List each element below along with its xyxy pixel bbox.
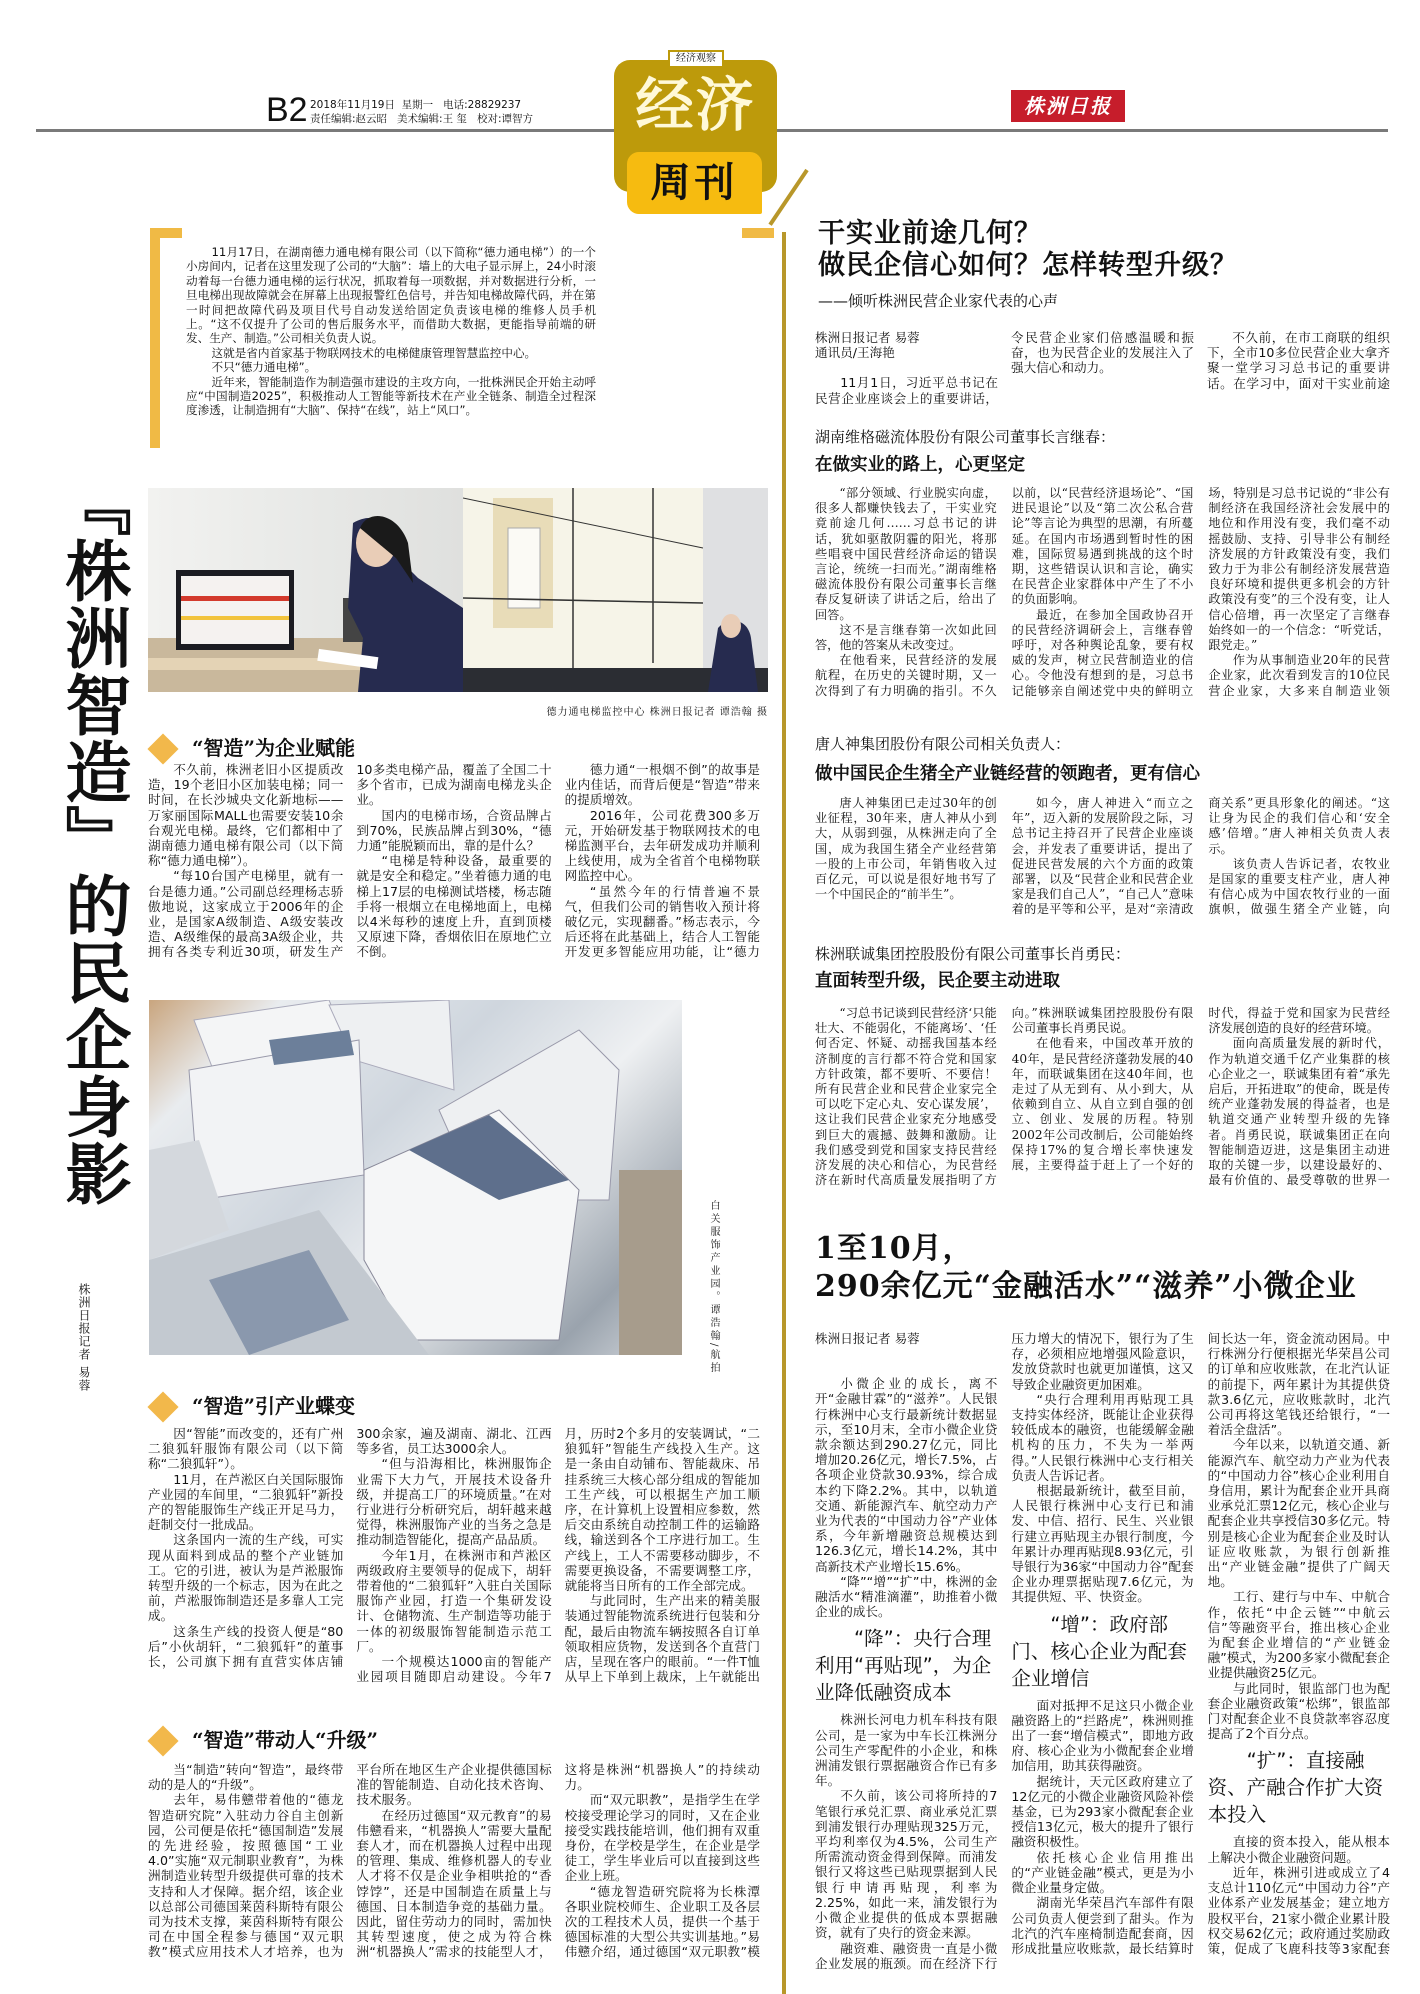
section-body [148, 762, 760, 974]
paragraph: “习总书记谈到民营经济‘只能壮大、不能弱化，不能离场’、‘任何否定、怀疑、动摇我国基本经济制度的言行都不符合党和国家方针政策，都不要听、不要信！所有民营企业和民营企业家完全可以吃下定心丸、安心谋发展’，这让我们民营企业家充分地感受到巨大的震撼、鼓舞和激励。让我们感受到党和国家支持民营经济发展的决心和信心，为民营经济在新时代高质量发展指明了方向。”株洲联诚集团控股股份有限公司董事长肖勇民说。 [815, 1006, 1194, 1188]
intro-bracket-right [742, 228, 774, 238]
feature-vertical-title: 『株洲智造』的民企身影 [54, 470, 131, 1207]
byline: 株洲日报记者 易蓉 [815, 330, 920, 345]
photo2-caption: 白关服饰产业园。谭浩翰/航拍 [708, 1200, 719, 1376]
paragraph: 与此同时，生产出来的精美服装通过智能物流系统进行包装和分配，最后由物流车辆按照各自订单领取相应货物，发送到各个直营门店，呈现在客户的眼前。“一件T恤从早上下单到上裁床，上午就能出 [564, 1593, 760, 1685]
paragraph: 而“双元职教”，是指学生在学校接受理论学习的同时，又在企业接受实践技能培训，他们拥有双重身份，在学校是学生，在企业是学徒工，学生毕业后可以直接到这些企业上班。 [564, 1792, 760, 1884]
paragraph: 这条生产线的投资人便是“80后”小伙胡轩，“二狼狐轩”的董事长，公司旗下拥有直营实体店铺300余家，遍及湖南、湖北、江西等多省，员工达3000余人。 [148, 1426, 552, 1670]
byline: 通讯员/王海艳 [815, 345, 895, 361]
paragraph: 这不是言继春第一次如此回答，他的答案从未改变过。 [815, 622, 997, 653]
finance-subheading: “增”：政府部门、核心企业为配套企业增信 [1011, 1612, 1187, 1690]
paragraph: 因“智能”而改变的，还有广州二狼狐轩服饰有限公司（以下简称“二狼狐轩”）。 [148, 1426, 344, 1472]
paragraph: 今年1月，在株洲市和芦淞区两级政府主要领导的促成下，胡轩带着他的“二狼狐轩”入驻白关国际服饰产业园，打造一个集研发设计、仓储物流、生产制造等功能于一体的初级服饰智能制造示范工厂。 [356, 1547, 552, 1654]
paragraph: 据统计，天元区政府建立了12亿元的小微企业融资风险补偿基金，已为293家小微配套企业授信13亿元，极大的提升了银行融资积极性。 [1011, 1773, 1194, 1850]
finance-byline: 株洲日报记者 易蓉 [815, 1331, 920, 1346]
paragraph: 近年，株洲引进或成立了4支总计110亿元“中国动力谷”产业体系产业发展基金；建立地方股权平台，21家小微企业累计股权交易62亿元；政府通过奖励政策，促成了飞鹿科技等3家配套 [1207, 1864, 1390, 1956]
paragraph: 11月，在芦淞区白关国际服饰产业园的车间里，“二狼狐轩”新投产的智能服饰生产线正开足马力，赶制交付一批成品。 [148, 1471, 344, 1533]
speaker-body [815, 1006, 1390, 1196]
paragraph: 德力通“一根烟不倒”的故事是业内佳话，而背后便是“智造”带来的提质增效。 [564, 762, 760, 808]
finance-title-line2: 290余亿元“金融活水”“滋养”小微企业 [815, 1269, 1357, 1304]
section-heading: “智造”引产业蝶变 [192, 1394, 356, 1418]
voices-title-line1: 干实业前途几何？ [818, 218, 1042, 249]
section-diamond-icon [147, 1725, 178, 1756]
paragraph: 湖南光华荣昌汽车部件有限公司负责人便尝到了甜头。作为北汽的汽车座椅制造配套商，因形成批量应收账款，最长结算时间长达一年，资金流动困局。中行株洲分行便根据光华荣昌公司的订单和应收账款，在北汽认证的前提下，两年累计为其提供贷款3.6亿元，应收账款时，北汽公司再将这笔钱还给银行，“一着活全盘活”。 [1011, 1331, 1390, 1956]
voices-title-line2: 做民企信心如何？怎样转型升级？ [818, 250, 1238, 281]
paragraph: “部分领域、行业脱实向虚，很多人都赚快钱去了，干实业究竟前途几何……习总书记的讲话，犹如驱散阴霾的阳光，将那些唱衰中国民营经济命运的错误言论，统统一扫而光。”湖南维格磁流体股份有限公司董事长言继春反复研读了讲话之后，给出了回答。 [815, 486, 997, 622]
paragraph: 面向高质量发展的新时代，作为轨道交通千亿产业集群的核心企业之一，联诚集团有着“承先启后，开拓进取”的使命，既是传统产业蓬勃发展的得益者，也是轨道交通产业转型升级的先锋者。肖勇民说，联诚集团正在向智能制造迈进，这是集团主动进取的关键一步，以建设最好的、最有价值的、最受尊敬的世界一 [1208, 1036, 1390, 1188]
photo-monitoring-screen-wall [463, 488, 768, 692]
paragraph: 小微企业的成长，离不开“金融甘霖”的“滋养”。人民银行株洲中心支行最新统计数据显示，至10月末，全市小微企业贷款余额达到290.27亿元，同比增加20.26亿元，增长7.5%，占各项企业贷款30.93%，综合成本约下降2.2%。其中，以轨道交通、新能源汽车、航空动力产业为代表的“中国动力谷”产业体系，今年新增融资总规模达到126.3亿元，增长14.2%，其中高新技术产业增长15.6%。 [815, 1376, 998, 1574]
section-badge-sub: 周刊 [627, 152, 762, 214]
speaker-label: 唐人神集团股份有限公司相关负责人： [815, 735, 1071, 753]
paragraph: “电梯是特种设备，最重要的就是安全和稳定。”坐着德力通的电梯上17层的电梯测试塔楼，杨志随手将一根烟立在电梯地面上，电梯以4米每秒的速度上升，直到顶楼又原速下降，香烟依旧在原地伫立不倒。 [356, 853, 552, 960]
speaker-body [815, 486, 1390, 712]
page-number: B2 [266, 91, 308, 129]
paragraph: 唐人神集团已走过30年的创业征程，30年来，唐人神从小到大，从弱到强，从株洲走向了全国，成为我国生猪全产业经营第一股的上市公司，年销售收入过百亿元，可以说是很好地书写了一个中国民企的“前半生”。 [815, 796, 997, 902]
paragraph: 与此同时，银监部门也为配套企业融资政策“松绑”，银监部门对配套企业不良贷款率容忍度提高了2个百分点。 [1207, 1680, 1390, 1742]
section-heading: “智造”带动人“升级” [192, 1728, 379, 1752]
speaker-label: 湖南维格磁流体股份有限公司董事长言继春： [815, 428, 1116, 446]
paragraph: 根据最新统计，截至目前，人民银行株洲中心支行已和浦发、中信、招行、民生、兴业银行建立再贴现主办银行制度，今年累计办理再贴现8.93亿元，引导银行为36家“中国动力谷”配套企业办理票据贴现7.6亿元，为其提供短、平、快资金。 [1011, 1483, 1194, 1605]
paragraph: 今年以来，以轨道交通、新能源汽车、航空动力产业为代表的“中国动力谷”核心企业利用自身信用，累计为配套企业开具商业承兑汇票12亿元，核心企业与配套企业共享授信30多亿元。特别是核心企业为配套企业及时认证应收账款，为银行创新推出“产业链金融”提供了广阔天地。 [1207, 1437, 1390, 1590]
paragraph: 不久前，该公司将所持的7笔银行承兑汇票、商业承兑汇票到浦发银行办理贴现325万元，平均利率仅为4.5%，公司生产所需流动资金得到保障。而浦发银行又将这些已贴现票据到人民银行申请再贴现，利率为2.25%，如此一来，浦发银行为小微企业提供的低成本票据融资，就有了央行的资金来源。 [815, 1788, 998, 1941]
paragraph: 去年，易伟戆带着他的“德龙智造研究院”入驻动力谷自主创新园，公司便是依托“德国制造”发展的先进经验，按照德国“工业4.0”实施“双元制职业教育”，为株洲制造业转型升级提供可靠的技术支持和人才保障。据介绍，该企业以总部公司德国莱茵科斯特有限公司为技术支撑，莱茵科斯特有限公司在中国全程参与德国“双元职教”模式应用技术人才培养，也为平台所在地区生产企业提供德国标准的智能制造、自动化技术咨询、技术服务。 [148, 1762, 552, 1960]
intro-bracket-left [150, 228, 182, 448]
finance-subheading: “降”：央行合理利用“再贴现”，为企业降低融资成本 [815, 1627, 992, 1705]
photo-aerial-illustration [149, 1000, 682, 1355]
section-body [148, 1762, 760, 1962]
paragraph: 该负责人告诉记者，农牧业是国家的重要支柱产业，唐人神有信心成为中国农牧行业的一面旗帜，做强生猪全产业链，向 [1208, 856, 1390, 917]
paragraph: 当“制造”转向“智造”，最终带动的是人的“升级”。 [148, 1762, 344, 1793]
section-badge-main: 经济 [635, 71, 756, 139]
paragraph: 面对抵押不足这只小微企业融资路上的“拦路虎”，株洲则推出了一套“增信模式”，即地方政府、核心企业为小微配套企业增加信用，助其获得融资。 [1011, 1697, 1194, 1774]
photo1-caption: 德力通电梯监控中心 株洲日报记者 谭浩翰 摄 [546, 707, 768, 718]
finance-title [815, 1230, 1357, 1306]
section-heading: “智造”为企业赋能 [192, 736, 356, 760]
paragraph: 国内的电梯市场，合资品牌占到70%，民族品牌占到30%，“德力通”能脱颖而出，靠的是什么？ [356, 807, 552, 854]
feature-intro [186, 245, 596, 418]
section-body [148, 1426, 760, 1698]
section-badge-label: 经济观察 [668, 50, 724, 68]
speaker-headline: 直面转型升级，民企要主动进取 [815, 971, 1060, 991]
finance-subheading: “扩”：直接融资、产融合作扩大资本投入 [1207, 1749, 1384, 1827]
paragraph: 不只“德力通电梯”。 [211, 360, 317, 375]
paragraph: 依托核心企业信用推出的“产业链金融”模式，更是为小微企业量身定做。 [1011, 1849, 1194, 1896]
photo-monitoring-desk [148, 488, 463, 692]
paragraph: 在他看来，中国改革开放的40年，是民营经济蓬勃发展的40年，而联诚集团在这40年间，也走过了从无到有、从小到大，从依赖到自立、从自立到自强的创立、创业、发展的历程。特别2002年公司改制后，公司能始终保持17%的复合增长率快速发展，主要得益于赶上了一个好的时代，得益于党和国家为民营经济发展创造的良好的经营环境。 [1011, 1006, 1390, 1173]
paragraph: 直接的资本投入，能从根本上解决小微企业融资问题。 [1207, 1834, 1390, 1865]
paragraph: “虽然今年的行情普遍不景气，但我们公司的销售收入预计将破亿元，实现翻番。”杨志表示，今后还将在此基础上，结合人工智能开发更多智能应用功能，让“德力 [564, 883, 760, 960]
paragraph: 11月17日，在湖南德力通电梯有限公司（以下简称“德力通电梯”）的一个小房间内，记者在这里发现了公司的“大脑”：墙上的大电子显示屏上，24小时滚动着每一台德力通电梯的运行状况，抓取着每一项数据，并对数据进行分析，一旦电梯出现故障就会在屏幕上出现报警红色信号，并告知电梯故障代码，并在第一时间把故障代码及项目代号自动发送给固定负责该电梯的维修人员手机上。“这不仅提升了公司的售后服务水平，而借助大数据，更能指导前端的研发、生产、制造。”公司相关负责人说。 [186, 245, 596, 346]
paragraph: 作为从事制造业20年的民营企业家，此次看到发言的10位民营企业家，大多来自制造业领 [1208, 653, 1390, 698]
paragraph: 如今，唐人神进入“而立之年”，迈入新的发展阶段之际，习总书记主持召开了民营企业座谈会，并发表了重要讲话，提出了促进民营发展的六个方面的政策部署，以及“民营企业和民营企业家是我们自己人”，“自己人”意味着的是平等和公平，是对“亲清政商关系”更具形象化的阐述。“这让身为民企的我们信心和‘安全感’倍增。”唐人神相关负责人表示。 [1011, 796, 1390, 917]
finance-body [815, 1331, 1390, 1971]
paragraph: 融资难、融资贵一直是小微企业发展的瓶颈。而在经济下行压力增大的情况下，银行为了生存，必须相应地增强风险意识，发放贷款时也就更加谨慎，这又导致企业融资更加困难。 [815, 1331, 1194, 1971]
paragraph: 工行、建行与中车、中航合作，依托“中企云链”“中航云信”等融资平台，推出核心企业为配套企业增信的“产业链金融”模式，为200多家小微配套企业提供融资25亿元。 [1207, 1589, 1390, 1681]
photo-industrial-park-aerial [149, 1000, 682, 1355]
feature-byline: 株洲日报记者 易蓉 [77, 1283, 91, 1392]
speaker-body [815, 796, 1390, 920]
paragraph: 2016年，公司花费300多万元，开始研发基于物联网技术的电梯监测平台，去年研发成功并顺利上线使用，成为全省首个电梯物联网监控中心。 [564, 807, 760, 884]
paragraph: 在经历过德国“双元教育”的易伟戆看来，“机器换人”需要大量配套人才，而在机器换人过程中出现的管理、集成、维修机器人的专业人才将不仅是企业争相哄抢的“香饽饽”，还是中国制造在质量上与德国、日本制造争竞的基础力量。因此，留住劳动力的同时，需加快其转型速度，使之成为符合株洲“机器换人”需求的技能型人才，这将是株洲“机器换人”的持续动力。 [356, 1762, 760, 1960]
photo-screen-wall-illustration [463, 488, 768, 692]
paragraph: “央行合理利用再贴现工具支持实体经济，既能让企业获得较低成本的融资，也能缓解金融机构的压力，不失为一举两得。”人民银行株洲中心支行相关负责人告诉记者。 [1011, 1391, 1194, 1483]
voices-intro [815, 330, 1390, 406]
paragraph: “德龙智造研究院将为长株潭各职业院校师生、企业职工及各层次的工程技术人员，提供一个基于德国标准的大型公共实训基地。”易伟戆介绍，通过德国“双元职教”模 [564, 1883, 760, 1960]
page-meta [310, 98, 533, 126]
paragraph: 不久前，株洲老旧小区提质改造，19个老旧小区加装电梯；同一时间，在长沙城央文化新地标——万家丽国际MALL也需要安装10余台观光电梯。最终，它们都相中了湖南德力通电梯有限公司（以下简称“德力通电梯”）。 [148, 762, 344, 869]
paragraph: 11月1日，习近平总书记在民营企业座谈会上的重要讲话，令民营企业家们倍感温暖和振奋，也为民营企业的发展注入了强大信心和动力。 [815, 330, 1194, 406]
paragraph: 最近，在参加全国政协召开的民营经济调研会上，言继春曾呼吁，对各种舆论乱象，要有权威的发声，树立民营制造业的信心。令他没有想到的是，习总书记能够亲自阐述党中央的鲜明立场，特别是习总书记说的“非公有制经济在我国经济社会发展中的地位和作用没有变，我们毫不动摇鼓励、支持、引导非公有制经济发展的方针政策没有变，我们致力于为非公有制经济发展营造良好环境和提供更多机会的方针政策没有变”的三个没有变，让人信心倍增，再一次坚定了言继春始终如一的一个信念：“听党话，跟党走。” [1011, 486, 1390, 698]
paragraph: 在他看来，民营经济的发展航程，在历史的关键时期，又一次得到了有力明确的指引。不久以前，以“民营经济退场论”、“国进民退论”以及“第二次公私合营论”等言论为典型的思潮，有所蔓延。在国内市场遇到暂时性的困难，国际贸易遇到挑战的这个时期，这些错误认识和言论，确实在民营企业家群体中产生了不小的负面影响。 [815, 486, 1194, 698]
paragraph: 一个规模达1000亩的智能产业园项目随即启动建设。今年7月，历时2个多月的安装调试，“二狼狐轩”智能生产线投入生产。这是一条由自动铺布、智能裁床、吊挂系统三大核心部分组成的智能加工生产线，可以根据生产加工顺序，在计算机上设置相应参数，然后交由系统自动控制工件的运输路线，输送到各个工序进行加工。生产线上，工人不需要移动脚步，不需要更换设备，不需要调整工序，就能将当日所有的工作全部完成。 [356, 1426, 760, 1685]
voices-subtitle: ——倾听株洲民营企业家代表的心声 [818, 292, 1059, 310]
paragraph: 株洲长河电力机车科技有限公司，是一家为中车长江株洲分公司生产零配件的小企业，和株洲浦发银行票据融资合作已有多年。 [815, 1712, 998, 1789]
paragraph: 近年来，智能制造作为制造强市建设的主攻方向，一批株洲民企开始主动呼应“中国制造2025”，积极推动人工智能等新技术在产业全链条、制造全过程深度渗透，让制造拥有“大脑”、保持“在线”，站上“风口”。 [186, 374, 596, 418]
meta-date-phone: 2018年11月19日 星期一 电话:28829237 [310, 99, 522, 111]
paragraph: “每10台国产电梯里，就有一台是德力通。”公司副总经理杨志骄傲地说，这家成立于2006年的企业，是国家A级制造、A级安装改造、A级维保的最高3A级企业，共拥有各类专利近30项，研发生产10多类电梯产品，覆盖了全国二十多个省市，已成为湖南电梯龙头企业。 [148, 762, 552, 960]
paragraph: “降”“增”“扩”中，株洲的金融活水“精准滴灌”，助推着小微企业的成长。 [815, 1573, 998, 1620]
paragraph: 这就是省内首家基于物联网技术的电梯健康管理智慧监控中心。 [211, 345, 537, 360]
column-divider [782, 232, 786, 1994]
speaker-headline: 做中国民企生猪全产业链经营的领跑者，更有信心 [815, 764, 1200, 784]
section-diamond-icon [147, 1391, 178, 1422]
speaker-headline: 在做实业的路上，心更坚定 [815, 455, 1025, 475]
newspaper-logo: 株洲日报 [1011, 90, 1125, 122]
meta-editors: 责任编辑:赵云昭 美术编辑:王 玺 校对:谭智方 [310, 113, 533, 125]
paragraph: 不久前，在市工商联的组织下，全市10多位民营企业大拿齐聚一堂学习习总书记的重要讲话。在学习中，面对干实业前途 [1207, 330, 1390, 391]
speaker-label: 株洲联诚集团控股股份有限公司董事长肖勇民： [815, 945, 1131, 963]
paragraph: 这条国内一流的生产线，可实现从面料到成品的整个产业链加工。它的引进，被认为是芦淞服饰转型升级的一个标志，因为在此之前，芦淞服饰制造还是多靠人工完成。 [148, 1532, 344, 1624]
voices-title [818, 218, 1238, 282]
paragraph: “但与沿海相比，株洲服饰企业需下大力气，开展技术设备升级，并提高工厂的环境质量。”在对行业进行分析研究后，胡轩越来越觉得，株洲服饰产业的当务之急是推动制造智能化，提高产品品质。 [356, 1456, 552, 1548]
finance-title-line1: 1至10月， [815, 1231, 974, 1266]
photo-monitoring-desk-illustration [148, 488, 463, 692]
section-diamond-icon [147, 733, 178, 764]
